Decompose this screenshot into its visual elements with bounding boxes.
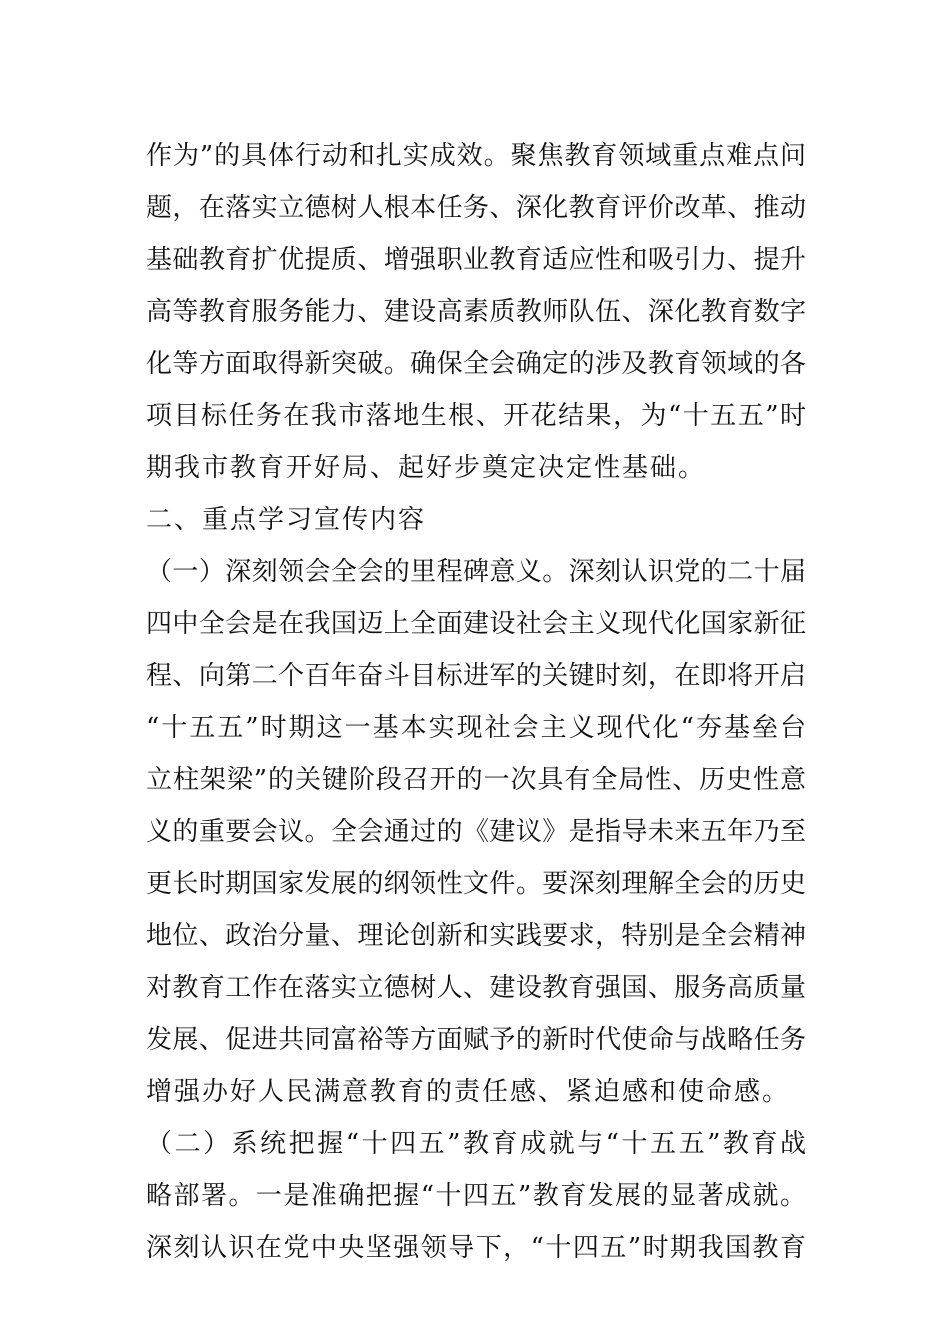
text-line: 发展、促进共同富裕等方面赋予的新时代使命与战略任务: [146, 1025, 806, 1055]
text-line: 期我市教育开好局、起好步奠定决定性基础。: [146, 453, 707, 483]
text-line: 立柱架梁”的关键阶段召开的一次具有全局性、历史性意: [146, 765, 806, 795]
text-line: 义的重要会议。全会通过的《建议》是指导未来五年乃至: [146, 817, 806, 847]
text-line: 深刻认识在党中央坚强领导下，“十四五”时期我国教育: [146, 1233, 806, 1263]
text-line: 四中全会是在我国迈上全面建设社会主义现代化国家新征: [146, 609, 806, 639]
text-line: 项目标任务在我市落地生根、开花结果，为“十五五”时: [146, 401, 806, 431]
text-line: 更长时期国家发展的纲领性文件。要深刻理解全会的历史: [146, 869, 806, 899]
text-line: （一）深刻领会全会的里程碑意义。深刻认识党的二十届: [146, 557, 806, 587]
text-line: 略部署。一是准确把握“十四五”教育发展的显著成就。: [146, 1181, 806, 1211]
text-line: 增强办好人民满意教育的责任感、紧迫感和使命感。: [146, 1077, 791, 1107]
text-line: 高等教育服务能力、建设高素质教师队伍、深化教育数字: [146, 297, 806, 327]
text-line: 基础教育扩优提质、增强职业教育适应性和吸引力、提升: [146, 245, 806, 275]
section-heading: 二、重点学习宣传内容: [146, 505, 427, 535]
text-line: 对教育工作在落实立德树人、建设教育强国、服务高质量: [146, 973, 806, 1003]
text-line: 地位、政治分量、理论创新和实践要求，特别是全会精神: [146, 921, 806, 951]
body-text: [146, 130, 806, 1274]
text-line: 题，在落实立德树人根本任务、深化教育评价改革、推动: [146, 193, 806, 223]
text-line: （二）系统把握“十四五”教育成就与“十五五”教育战: [146, 1129, 806, 1159]
text-line: 化等方面取得新突破。确保全会确定的涉及教育领域的各: [146, 349, 806, 379]
text-line: 程、向第二个百年奋斗目标进军的关键时刻，在即将开启: [146, 661, 806, 691]
text-line: 作为”的具体行动和扎实成效。聚焦教育领域重点难点问: [146, 141, 806, 171]
text-line: “十五五”时期这一基本实现社会主义现代化“夯基垒台: [146, 713, 806, 743]
